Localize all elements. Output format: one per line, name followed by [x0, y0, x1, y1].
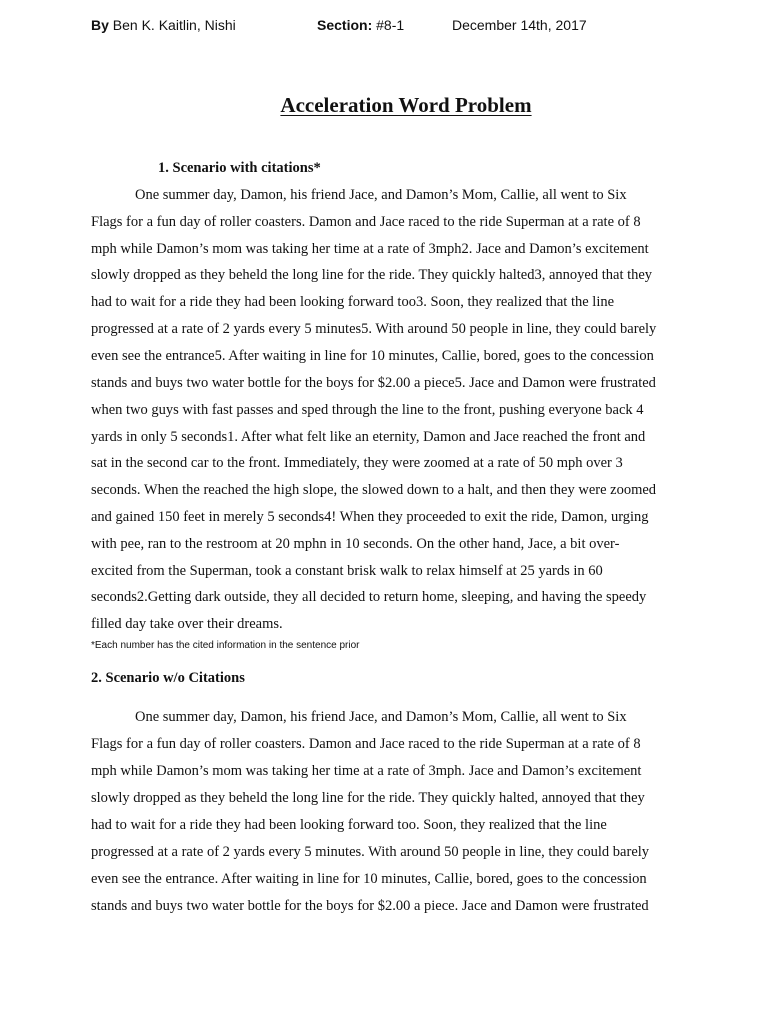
section-1-heading: 1. Scenario with citations* [158, 160, 321, 176]
section-value: #8-1 [376, 17, 405, 33]
section-label: Section: [317, 17, 373, 33]
document-title: Acceleration Word Problem [280, 93, 532, 117]
header-section [317, 17, 404, 33]
paragraph-line: and gained 150 feet in merely 5 seconds4! When they proceeded to exit the ride, Damon, urging [91, 509, 649, 525]
paragraph-line: mph while Damon’s mom was taking her time at a rate of 3mph2. Jace and Damon’s excitement [91, 241, 649, 257]
paragraph-line: had to wait for a ride they had been looking forward too3. Soon, they realized that the line [91, 294, 615, 310]
paragraph-line: progressed at a rate of 2 yards every 5 minutes. With around 50 people in line, they could barely [91, 844, 650, 860]
paragraph-line: even see the entrance5. After waiting in line for 10 minutes, Callie, bored, goes to the concession [91, 348, 654, 364]
paragraph-line: progressed at a rate of 2 yards every 5 minutes5. With around 50 people in line, they could barely [91, 321, 657, 337]
paragraph-line: seconds. When the reached the high slope, the slowed down to a halt, and then they were zoomed [91, 482, 657, 498]
footnote: *Each number has the cited information in the sentence prior [91, 640, 360, 651]
paragraph-line: when two guys with fast passes and sped through the line to the front, pushing everyone back 4 [91, 402, 644, 418]
by-label: By [91, 17, 109, 33]
paragraph-line: yards in only 5 seconds1. After what felt like an eternity, Damon and Jace reached the front and [91, 429, 646, 445]
section-2-heading: 2. Scenario w/o Citations [91, 670, 245, 686]
paragraph-line: slowly dropped as they beheld the long line for the ride. They quickly halted, annoyed that they [91, 790, 645, 806]
paragraph-line: with pee, ran to the restroom at 20 mphn in 10 seconds. On the other hand, Jace, a bit over- [91, 536, 620, 552]
paragraph-line: mph while Damon’s mom was taking her time at a rate of 3mph. Jace and Damon’s excitement [91, 763, 642, 779]
paragraph-line: had to wait for a ride they had been looking forward too. Soon, they realized that the line [91, 817, 607, 833]
header-date: December 14th, 2017 [452, 17, 587, 33]
paragraph-line: One summer day, Damon, his friend Jace, and Damon’s Mom, Callie, all went to Six [135, 187, 627, 203]
paragraph-line: Flags for a fun day of roller coasters. Damon and Jace raced to the ride Superman at a rate of 8 [91, 736, 641, 752]
paragraph-line: stands and buys two water bottle for the boys for $2.00 a piece. Jace and Damon were frustrated [91, 898, 649, 914]
paragraph-line: slowly dropped as they beheld the long line for the ride. They quickly halted3, annoyed that they [91, 267, 653, 283]
paragraph-line: sat in the second car to the front. Immediately, they were zoomed at a rate of 50 mph over 3 [91, 455, 623, 471]
header-authors [91, 17, 236, 33]
authors-text: Ben K. Kaitlin, Nishi [112, 17, 236, 33]
paragraph-line: filled day take over their dreams. [91, 616, 283, 632]
page-header [91, 17, 711, 37]
paragraph-line: excited from the Superman, took a constant brisk walk to relax himself at 25 yards in 60 [91, 563, 603, 579]
paragraph-line: Flags for a fun day of roller coasters. Damon and Jace raced to the ride Superman at a rate of 8 [91, 214, 641, 230]
paragraph-line: stands and buys two water bottle for the boys for $2.00 a piece5. Jace and Damon were frustrated [91, 375, 656, 391]
paragraph-line: One summer day, Damon, his friend Jace, and Damon’s Mom, Callie, all went to Six [135, 709, 627, 725]
paragraph-line: even see the entrance. After waiting in line for 10 minutes, Callie, bored, goes to the concession [91, 871, 647, 887]
paragraph-line: seconds2.Getting dark outside, they all decided to return home, sleeping, and having the speedy [91, 589, 647, 605]
